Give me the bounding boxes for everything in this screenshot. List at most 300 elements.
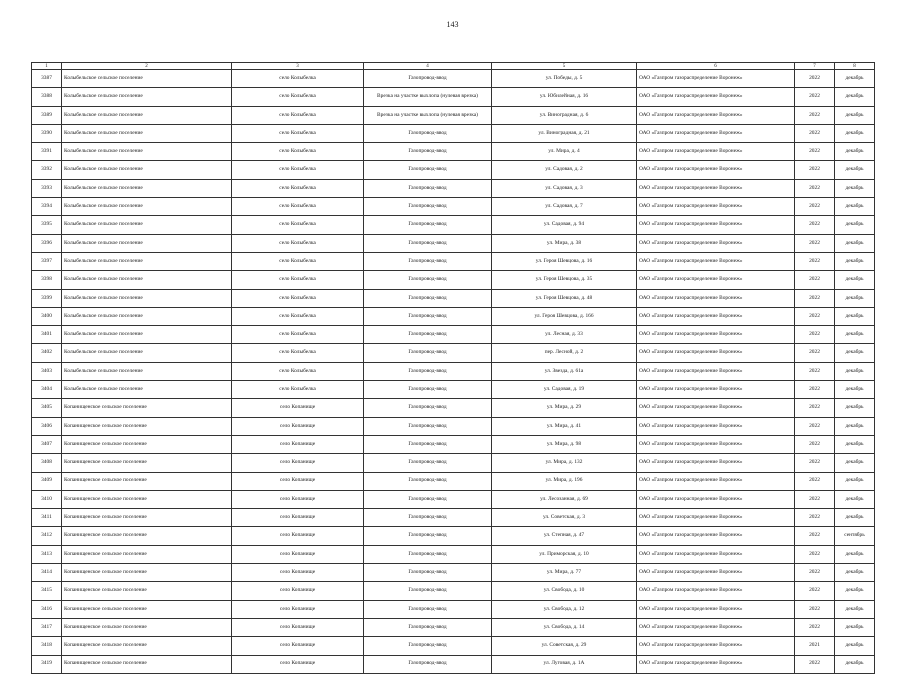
object-type: Газопровод-ввод (364, 435, 492, 453)
address: ул. Юбилейная, д. 16 (492, 88, 637, 106)
organization: ОАО «Газпром газораспределение Воронеж» (637, 655, 795, 673)
year: 2022 (795, 399, 835, 417)
column-number: 5 (492, 63, 637, 70)
month: декабрь (835, 600, 875, 618)
organization: ОАО «Газпром газораспределение Воронеж» (637, 143, 795, 161)
column-number: 4 (364, 63, 492, 70)
locality-name: село Копанище (232, 600, 364, 618)
row-number: 3402 (32, 344, 62, 362)
address: ул. Героя Шевцова, д. 35 (492, 271, 637, 289)
row-number: 3411 (32, 509, 62, 527)
month: декабрь (835, 435, 875, 453)
address: ул. Лесозанная, д. 69 (492, 490, 637, 508)
column-number: 3 (232, 63, 364, 70)
settlement-name: Копанищенское сельское поселение (62, 435, 232, 453)
year: 2022 (795, 362, 835, 380)
year: 2022 (795, 417, 835, 435)
table-row (32, 143, 875, 161)
organization: ОАО «Газпром газораспределение Воронеж» (637, 490, 795, 508)
object-type: Врезка на участке выхлопа (нулевая врезка) (364, 88, 492, 106)
organization: ОАО «Газпром газораспределение Воронеж» (637, 289, 795, 307)
column-number-row (32, 63, 875, 70)
month: декабрь (835, 307, 875, 325)
locality-name: село Колыбелка (232, 70, 364, 88)
month: декабрь (835, 252, 875, 270)
year: 2022 (795, 381, 835, 399)
organization: ОАО «Газпром газораспределение Воронеж» (637, 618, 795, 636)
object-type: Газопровод-ввод (364, 143, 492, 161)
organization: ОАО «Газпром газораспределение Воронеж» (637, 582, 795, 600)
month: декабрь (835, 490, 875, 508)
settlement-name: Колыбельское сельское поселение (62, 198, 232, 216)
organization: ОАО «Газпром газораспределение Воронеж» (637, 381, 795, 399)
row-number: 3394 (32, 198, 62, 216)
address: ул. Мира, д. 29 (492, 399, 637, 417)
settlement-name: Копанищенское сельское поселение (62, 637, 232, 655)
object-type: Газопровод-ввод (364, 344, 492, 362)
organization: ОАО «Газпром газораспределение Воронеж» (637, 509, 795, 527)
locality-name: село Колыбелка (232, 198, 364, 216)
settlement-name: Колыбельское сельское поселение (62, 161, 232, 179)
settlement-name: Колыбельское сельское поселение (62, 179, 232, 197)
object-type: Газопровод-ввод (364, 234, 492, 252)
settlement-name: Колыбельское сельское поселение (62, 70, 232, 88)
row-number: 3397 (32, 252, 62, 270)
object-type: Газопровод-ввод (364, 399, 492, 417)
settlement-name: Колыбельское сельское поселение (62, 362, 232, 380)
table-row (32, 289, 875, 307)
settlement-name: Колыбельское сельское поселение (62, 307, 232, 325)
table-row (32, 252, 875, 270)
object-type: Газопровод-ввод (364, 600, 492, 618)
table-row (32, 216, 875, 234)
address: ул. Советская, д. 3 (492, 509, 637, 527)
year: 2022 (795, 490, 835, 508)
table-row (32, 509, 875, 527)
locality-name: село Колыбелка (232, 179, 364, 197)
address: ул. Мира, д. 41 (492, 417, 637, 435)
column-number: 7 (795, 63, 835, 70)
table-row (32, 362, 875, 380)
object-type: Газопровод-ввод (364, 124, 492, 142)
organization: ОАО «Газпром газораспределение Воронеж» (637, 435, 795, 453)
settlement-name: Копанищенское сельское поселение (62, 490, 232, 508)
year: 2022 (795, 271, 835, 289)
locality-name: село Колыбелка (232, 143, 364, 161)
year: 2022 (795, 344, 835, 362)
organization: ОАО «Газпром газораспределение Воронеж» (637, 362, 795, 380)
row-number: 3399 (32, 289, 62, 307)
address: ул. Победы, д. 5 (492, 70, 637, 88)
settlement-name: Колыбельское сельское поселение (62, 143, 232, 161)
table-row (32, 618, 875, 636)
address: ул. Садовая, д. 94 (492, 216, 637, 234)
object-type: Газопровод-ввод (364, 564, 492, 582)
settlement-name: Колыбельское сельское поселение (62, 344, 232, 362)
column-number: 2 (62, 63, 232, 70)
object-type: Газопровод-ввод (364, 509, 492, 527)
settlement-name: Копанищенское сельское поселение (62, 564, 232, 582)
address: ул. Виноградная, д. 6 (492, 106, 637, 124)
settlement-name: Копанищенское сельское поселение (62, 600, 232, 618)
object-type: Газопровод-ввод (364, 216, 492, 234)
table-row (32, 454, 875, 472)
year: 2022 (795, 88, 835, 106)
row-number: 3395 (32, 216, 62, 234)
locality-name: село Копанище (232, 564, 364, 582)
column-number: 1 (32, 63, 62, 70)
year: 2022 (795, 252, 835, 270)
row-number: 3417 (32, 618, 62, 636)
row-number: 3388 (32, 88, 62, 106)
month: декабрь (835, 399, 875, 417)
year: 2022 (795, 435, 835, 453)
object-type: Газопровод-ввод (364, 198, 492, 216)
page-number: 143 (446, 20, 459, 29)
locality-name: село Колыбелка (232, 216, 364, 234)
month: декабрь (835, 198, 875, 216)
year: 2022 (795, 198, 835, 216)
address: ул. Свобода, д. 14 (492, 618, 637, 636)
table-row (32, 106, 875, 124)
settlement-name: Копанищенское сельское поселение (62, 582, 232, 600)
month: декабрь (835, 582, 875, 600)
month: декабрь (835, 564, 875, 582)
register-table (31, 62, 875, 674)
row-number: 3414 (32, 564, 62, 582)
address: ул. Виноградная, д. 21 (492, 124, 637, 142)
organization: ОАО «Газпром газораспределение Воронеж» (637, 472, 795, 490)
address: ул. Мира, д. 132 (492, 454, 637, 472)
table-row (32, 161, 875, 179)
month: декабрь (835, 289, 875, 307)
locality-name: село Копанище (232, 399, 364, 417)
settlement-name: Копанищенское сельское поселение (62, 417, 232, 435)
settlement-name: Колыбельское сельское поселение (62, 106, 232, 124)
table-row (32, 490, 875, 508)
locality-name: село Копанище (232, 509, 364, 527)
organization: ОАО «Газпром газораспределение Воронеж» (637, 70, 795, 88)
address: ул. Мира, д. 196 (492, 472, 637, 490)
object-type: Газопровод-ввод (364, 490, 492, 508)
locality-name: село Копанище (232, 637, 364, 655)
table-body (32, 63, 875, 674)
settlement-name: Колыбельское сельское поселение (62, 88, 232, 106)
organization: ОАО «Газпром газораспределение Воронеж» (637, 161, 795, 179)
settlement-name: Копанищенское сельское поселение (62, 545, 232, 563)
month: декабрь (835, 637, 875, 655)
row-number: 3403 (32, 362, 62, 380)
table-row (32, 344, 875, 362)
settlement-name: Колыбельское сельское поселение (62, 252, 232, 270)
month: декабрь (835, 179, 875, 197)
settlement-name: Колыбельское сельское поселение (62, 234, 232, 252)
row-number: 3390 (32, 124, 62, 142)
month: декабрь (835, 106, 875, 124)
month: декабрь (835, 618, 875, 636)
month: декабрь (835, 381, 875, 399)
settlement-name: Копанищенское сельское поселение (62, 454, 232, 472)
organization: ОАО «Газпром газораспределение Воронеж» (637, 198, 795, 216)
organization: ОАО «Газпром газораспределение Воронеж» (637, 216, 795, 234)
locality-name: село Колыбелка (232, 161, 364, 179)
row-number: 3404 (32, 381, 62, 399)
table-row (32, 472, 875, 490)
address: ул. Свобода, д. 12 (492, 600, 637, 618)
locality-name: село Колыбелка (232, 362, 364, 380)
row-number: 3412 (32, 527, 62, 545)
settlement-name: Копанищенское сельское поселение (62, 472, 232, 490)
year: 2022 (795, 509, 835, 527)
locality-name: село Копанище (232, 454, 364, 472)
table-row (32, 527, 875, 545)
year: 2022 (795, 234, 835, 252)
year: 2022 (795, 143, 835, 161)
year: 2022 (795, 70, 835, 88)
row-number: 3391 (32, 143, 62, 161)
table-row (32, 655, 875, 673)
settlement-name: Колыбельское сельское поселение (62, 271, 232, 289)
month: декабрь (835, 161, 875, 179)
month: декабрь (835, 271, 875, 289)
object-type: Газопровод-ввод (364, 545, 492, 563)
table-row (32, 582, 875, 600)
year: 2022 (795, 655, 835, 673)
locality-name: село Колыбелка (232, 381, 364, 399)
table-row (32, 70, 875, 88)
address: ул. Мира, д. 98 (492, 435, 637, 453)
settlement-name: Колыбельское сельское поселение (62, 124, 232, 142)
organization: ОАО «Газпром газораспределение Воронеж» (637, 637, 795, 655)
month: декабрь (835, 545, 875, 563)
object-type: Газопровод-ввод (364, 454, 492, 472)
object-type: Газопровод-ввод (364, 362, 492, 380)
locality-name: село Копанище (232, 545, 364, 563)
object-type: Врезка на участке выхлопа (нулевая врезка) (364, 106, 492, 124)
organization: ОАО «Газпром газораспределение Воронеж» (637, 252, 795, 270)
month: декабрь (835, 655, 875, 673)
address: ул. Степная, д. 47 (492, 527, 637, 545)
organization: ОАО «Газпром газораспределение Воронеж» (637, 307, 795, 325)
row-number: 3416 (32, 600, 62, 618)
locality-name: село Копанище (232, 435, 364, 453)
address: ул. Героя Шевцова, д. 16 (492, 252, 637, 270)
row-number: 3396 (32, 234, 62, 252)
row-number: 3401 (32, 326, 62, 344)
month: декабрь (835, 234, 875, 252)
month: декабрь (835, 88, 875, 106)
locality-name: село Колыбелка (232, 307, 364, 325)
year: 2022 (795, 216, 835, 234)
organization: ОАО «Газпром газораспределение Воронеж» (637, 454, 795, 472)
month: декабрь (835, 143, 875, 161)
address: пер. Лесной, д. 2 (492, 344, 637, 362)
settlement-name: Колыбельское сельское поселение (62, 381, 232, 399)
address: ул. Садовая, д. 7 (492, 198, 637, 216)
table-row (32, 124, 875, 142)
object-type: Газопровод-ввод (364, 271, 492, 289)
table-row (32, 307, 875, 325)
settlement-name: Колыбельское сельское поселение (62, 216, 232, 234)
year: 2022 (795, 161, 835, 179)
month: декабрь (835, 326, 875, 344)
object-type: Газопровод-ввод (364, 252, 492, 270)
row-number: 3410 (32, 490, 62, 508)
year: 2022 (795, 472, 835, 490)
locality-name: село Копанище (232, 527, 364, 545)
object-type: Газопровод-ввод (364, 326, 492, 344)
settlement-name: Копанищенское сельское поселение (62, 527, 232, 545)
organization: ОАО «Газпром газораспределение Воронеж» (637, 106, 795, 124)
table-row (32, 545, 875, 563)
year: 2021 (795, 637, 835, 655)
locality-name: село Колыбелка (232, 289, 364, 307)
row-number: 3409 (32, 472, 62, 490)
locality-name: село Колыбелка (232, 234, 364, 252)
organization: ОАО «Газпром газораспределение Воронеж» (637, 326, 795, 344)
row-number: 3413 (32, 545, 62, 563)
address: ул. Мира, д. 38 (492, 234, 637, 252)
row-number: 3415 (32, 582, 62, 600)
column-number: 6 (637, 63, 795, 70)
organization: ОАО «Газпром газораспределение Воронеж» (637, 88, 795, 106)
table-row (32, 381, 875, 399)
year: 2022 (795, 124, 835, 142)
address: ул. Советская, д. 29 (492, 637, 637, 655)
table-row (32, 326, 875, 344)
address: ул. Героя Шевцова, д. 48 (492, 289, 637, 307)
year: 2022 (795, 618, 835, 636)
month: декабрь (835, 124, 875, 142)
address: ул. Звезда, д. 61а (492, 362, 637, 380)
row-number: 3389 (32, 106, 62, 124)
address: ул. Садовая, д. 3 (492, 179, 637, 197)
locality-name: село Копанище (232, 618, 364, 636)
table-row (32, 399, 875, 417)
object-type: Газопровод-ввод (364, 70, 492, 88)
locality-name: село Колыбелка (232, 271, 364, 289)
object-type: Газопровод-ввод (364, 381, 492, 399)
row-number: 3392 (32, 161, 62, 179)
settlement-name: Копанищенское сельское поселение (62, 655, 232, 673)
settlement-name: Колыбельское сельское поселение (62, 289, 232, 307)
year: 2022 (795, 179, 835, 197)
row-number: 3418 (32, 637, 62, 655)
month: сентябрь (835, 527, 875, 545)
locality-name: село Копанище (232, 417, 364, 435)
locality-name: село Копанище (232, 490, 364, 508)
address: ул. Лесная, д. 33 (492, 326, 637, 344)
address: ул. Приморская, д. 10 (492, 545, 637, 563)
address: ул. Мира, д. 77 (492, 564, 637, 582)
locality-name: село Копанище (232, 582, 364, 600)
year: 2022 (795, 326, 835, 344)
organization: ОАО «Газпром газораспределение Воронеж» (637, 234, 795, 252)
address: ул. Луговая, д. 1А (492, 655, 637, 673)
table-row (32, 179, 875, 197)
organization: ОАО «Газпром газораспределение Воронеж» (637, 600, 795, 618)
month: декабрь (835, 472, 875, 490)
object-type: Газопровод-ввод (364, 289, 492, 307)
row-number: 3406 (32, 417, 62, 435)
locality-name: село Колыбелка (232, 252, 364, 270)
locality-name: село Колыбелка (232, 344, 364, 362)
table-row (32, 600, 875, 618)
row-number: 3408 (32, 454, 62, 472)
organization: ОАО «Газпром газораспределение Воронеж» (637, 545, 795, 563)
table-row (32, 198, 875, 216)
year: 2022 (795, 289, 835, 307)
object-type: Газопровод-ввод (364, 655, 492, 673)
month: декабрь (835, 70, 875, 88)
organization: ОАО «Газпром газораспределение Воронеж» (637, 527, 795, 545)
object-type: Газопровод-ввод (364, 527, 492, 545)
locality-name: село Копанище (232, 472, 364, 490)
row-number: 3387 (32, 70, 62, 88)
object-type: Газопровод-ввод (364, 179, 492, 197)
year: 2022 (795, 527, 835, 545)
year: 2022 (795, 600, 835, 618)
address: ул. Мира, д. 4 (492, 143, 637, 161)
year: 2022 (795, 582, 835, 600)
table-row (32, 637, 875, 655)
object-type: Газопровод-ввод (364, 618, 492, 636)
locality-name: село Колыбелка (232, 124, 364, 142)
object-type: Газопровод-ввод (364, 161, 492, 179)
address: ул. Героя Шевцова, д. 166 (492, 307, 637, 325)
table-row (32, 271, 875, 289)
row-number: 3405 (32, 399, 62, 417)
table-row (32, 88, 875, 106)
settlement-name: Колыбельское сельское поселение (62, 326, 232, 344)
organization: ОАО «Газпром газораспределение Воронеж» (637, 399, 795, 417)
table-row (32, 417, 875, 435)
locality-name: село Колыбелка (232, 106, 364, 124)
year: 2022 (795, 564, 835, 582)
locality-name: село Копанище (232, 655, 364, 673)
object-type: Газопровод-ввод (364, 417, 492, 435)
organization: ОАО «Газпром газораспределение Воронеж» (637, 124, 795, 142)
table-row (32, 234, 875, 252)
row-number: 3419 (32, 655, 62, 673)
locality-name: село Колыбелка (232, 88, 364, 106)
month: декабрь (835, 417, 875, 435)
object-type: Газопровод-ввод (364, 472, 492, 490)
organization: ОАО «Газпром газораспределение Воронеж» (637, 271, 795, 289)
address: ул. Садовая, д. 19 (492, 381, 637, 399)
settlement-name: Копанищенское сельское поселение (62, 509, 232, 527)
locality-name: село Колыбелка (232, 326, 364, 344)
address: ул. Свобода, д. 10 (492, 582, 637, 600)
year: 2022 (795, 454, 835, 472)
month: декабрь (835, 216, 875, 234)
column-number: 8 (835, 63, 875, 70)
settlement-name: Копанищенское сельское поселение (62, 618, 232, 636)
object-type: Газопровод-ввод (364, 582, 492, 600)
organization: ОАО «Газпром газораспределение Воронеж» (637, 344, 795, 362)
month: декабрь (835, 362, 875, 380)
row-number: 3398 (32, 271, 62, 289)
address: ул. Садовая, д. 2 (492, 161, 637, 179)
month: декабрь (835, 344, 875, 362)
object-type: Газопровод-ввод (364, 637, 492, 655)
organization: ОАО «Газпром газораспределение Воронеж» (637, 417, 795, 435)
row-number: 3400 (32, 307, 62, 325)
month: декабрь (835, 454, 875, 472)
year: 2022 (795, 307, 835, 325)
row-number: 3407 (32, 435, 62, 453)
object-type: Газопровод-ввод (364, 307, 492, 325)
